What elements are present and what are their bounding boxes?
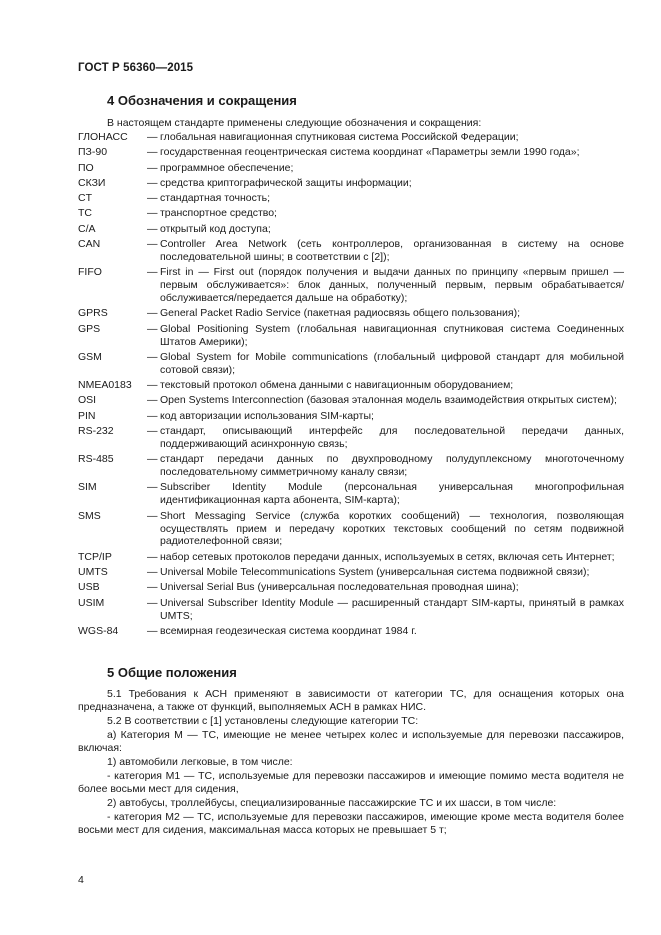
- abbreviation-definition: код авторизации использования SIM-карты;: [160, 409, 374, 422]
- section-5-title: 5 Общие положения: [107, 665, 237, 680]
- abbreviation-row: [78, 379, 624, 392]
- abbreviation-term: ТС: [78, 207, 92, 220]
- abbreviation-dash: —: [147, 176, 158, 189]
- abbreviation-row: [78, 162, 624, 175]
- abbreviation-definition: Universal Mobile Telecommunications System (универсальная система подвижной связи);: [160, 566, 590, 578]
- abbreviation-term: TCP/IP: [78, 550, 112, 563]
- abbreviation-term: CT: [78, 192, 92, 205]
- abbreviation-dash: —: [147, 509, 158, 522]
- paragraph: - категория М2 — ТС, используемые для перевозки пассажиров, имеющие кроме места водителя более восьми мест для сидения, максимальная масса которых не превышает 5 т;: [78, 810, 624, 836]
- abbreviation-term: GPS: [78, 322, 101, 335]
- abbreviation-term: GSM: [78, 350, 102, 363]
- abbreviation-term: NMEA0183: [78, 379, 132, 392]
- abbreviation-dash: —: [147, 453, 158, 466]
- abbreviation-row: [78, 425, 624, 451]
- abbreviation-term: ПЗ-90: [78, 146, 108, 159]
- abbreviation-dash: —: [147, 192, 158, 205]
- abbreviation-row: [78, 223, 624, 236]
- abbreviation-dash: —: [147, 161, 158, 174]
- abbreviation-term: WGS-84: [78, 624, 119, 637]
- abbreviation-dash: —: [147, 481, 158, 494]
- abbreviation-row: [78, 453, 624, 479]
- abbreviation-definition: стандарт, описывающий интерфейс для последовательной передачи данных, поддерживающий асинхронную связь;: [160, 424, 624, 450]
- abbreviation-row: [78, 410, 624, 423]
- abbreviation-dash: —: [147, 131, 158, 143]
- abbreviation-row: [78, 625, 624, 638]
- document-header: ГОСТ Р 56360—2015: [78, 62, 194, 74]
- paragraph: 5.2 В соответствии с [1] установлены следующие категории ТС:: [107, 714, 419, 727]
- abbreviation-dash: —: [147, 350, 158, 363]
- abbreviation-dash: —: [147, 222, 158, 235]
- abbreviation-row: [78, 566, 624, 579]
- abbreviation-definition: государственная геоцентрическая система координат «Параметры земли 1990 года»;: [160, 146, 580, 159]
- abbreviation-definition: программное обеспечение;: [160, 161, 294, 174]
- abbreviation-term: CAN: [78, 238, 101, 251]
- paragraph: 5.1 Требования к АСН применяют в зависимости от категории ТС, для оснащения которых она предназначена, а также от функций, выполняемых АСН в рамках НИС.: [78, 688, 624, 714]
- abbreviation-row: [78, 597, 624, 623]
- abbreviation-row: [78, 351, 624, 377]
- section-4-intro: В настоящем стандарте применены следующие обозначения и сокращения:: [107, 117, 482, 129]
- abbreviation-definition: открытый код доступа;: [160, 222, 271, 235]
- abbreviation-dash: —: [147, 581, 158, 594]
- abbreviation-definition: Short Messaging Service (служба коротких сообщений) — технология, позволяющая осуществлять прием и передачу коротких текстовых сообщений по сетям подвижной радиотелефонной связи;: [160, 509, 624, 548]
- abbreviation-row: [78, 266, 624, 305]
- abbreviation-definition: набор сетевых протоколов передачи данных, используемых в сетях, включая сеть Интернет;: [160, 550, 615, 563]
- abbreviation-term: ПО: [78, 161, 94, 174]
- abbreviation-definition: средства криптографической защиты информации;: [160, 176, 412, 189]
- abbreviation-term: СКЗИ: [78, 176, 106, 189]
- abbreviation-term: OSI: [78, 394, 97, 407]
- abbreviation-dash: —: [147, 409, 158, 422]
- abbreviation-row: [78, 131, 624, 144]
- abbreviation-definition: текстовый протокол обмена данными с навигационным оборудованием;: [160, 379, 514, 392]
- abbreviation-row: [78, 394, 624, 407]
- abbreviation-definition: General Packet Radio Service (пакетная радиосвязь общего пользования);: [160, 307, 521, 320]
- abbreviation-row: [78, 581, 624, 594]
- abbreviation-dash: —: [147, 379, 158, 392]
- abbreviation-dash: —: [147, 266, 158, 279]
- abbreviation-row: [78, 177, 624, 190]
- abbreviation-term: PIN: [78, 409, 96, 422]
- abbreviation-row: [78, 323, 624, 349]
- abbreviation-definition: Global System for Mobile communications (глобальный цифровой стандарт для мобильной сотовой связи);: [160, 350, 624, 376]
- abbreviation-definition: First in — First out (порядок получения и выдачи данных по принципу «первым пришел — первым обслуживается»: блок данных, полученный первым, первым обрабатывается/обслуживается/передается дальше на обработку);: [160, 266, 624, 305]
- paragraph: а) Категория М — ТС, имеющие не менее четырех колес и используемые для перевозки пассажиров, включая:: [78, 728, 624, 754]
- abbreviation-row: [78, 146, 624, 159]
- paragraph: - категория М1 — ТС, используемые для перевозки пассажиров и имеющие помимо места водителя не более восьми мест для сидения,: [78, 769, 624, 795]
- abbreviation-dash: —: [147, 566, 158, 578]
- abbreviation-definition: стандартная точность;: [160, 192, 271, 205]
- abbreviation-row: [78, 192, 624, 205]
- abbreviation-definition: Open Systems Interconnection (базовая эталонная модель взаимодействия открытых систем);: [160, 394, 617, 407]
- page-number: 4: [78, 874, 84, 886]
- abbreviation-row: [78, 551, 624, 564]
- abbreviation-dash: —: [147, 624, 158, 637]
- abbreviation-list: [78, 131, 624, 640]
- abbreviation-dash: —: [147, 207, 158, 220]
- abbreviation-definition: Universal Serial Bus (универсальная последовательная проводная шина);: [160, 581, 519, 594]
- abbreviation-term: RS-485: [78, 453, 114, 466]
- abbreviation-dash: —: [147, 424, 158, 437]
- abbreviation-row: [78, 238, 624, 264]
- abbreviation-dash: —: [147, 146, 158, 159]
- abbreviation-dash: —: [147, 238, 158, 251]
- abbreviation-dash: —: [147, 596, 158, 609]
- abbreviation-term: C/A: [78, 222, 96, 235]
- section-4-title: 4 Обозначения и сокращения: [107, 93, 297, 108]
- abbreviation-term: UMTS: [78, 566, 108, 578]
- abbreviation-dash: —: [147, 394, 158, 407]
- abbreviation-definition: всемирная геодезическая система координат 1984 г.: [160, 624, 417, 637]
- abbreviation-definition: глобальная навигационная спутниковая система Российской Федерации;: [160, 131, 519, 143]
- abbreviation-dash: —: [147, 550, 158, 563]
- abbreviation-dash: —: [147, 322, 158, 335]
- abbreviation-definition: Global Positioning System (глобальная навигационная спутниковая система Соединенных Штатов Америки);: [160, 322, 624, 348]
- abbreviation-definition: стандарт передачи данных по двухпроводному полудуплексному многоточечному последовательному симметричному каналу связи;: [160, 453, 624, 479]
- abbreviation-definition: Controller Area Network (сеть контроллеров, организованная в систему на основе последовательной шины; в соответствии с [2]);: [160, 238, 624, 263]
- abbreviation-definition: Universal Subscriber Identity Module — расширенный стандарт SIM-карты, принятый в рамках UMTS;: [160, 596, 624, 622]
- abbreviation-term: FIFO: [78, 266, 102, 279]
- abbreviation-term: USIM: [78, 596, 105, 609]
- abbreviation-definition: транспортное средство;: [160, 207, 277, 220]
- abbreviation-row: [78, 307, 624, 320]
- abbreviation-term: ГЛОНАСС: [78, 131, 128, 143]
- abbreviation-term: SIM: [78, 481, 97, 494]
- abbreviation-definition: Subscriber Identity Module (персональная универсальная многопрофильная идентификационная карта абонента, SIM-карта);: [160, 481, 624, 507]
- abbreviation-row: [78, 207, 624, 220]
- abbreviation-term: RS-232: [78, 424, 114, 437]
- abbreviation-row: [78, 481, 624, 507]
- section-5-body: [78, 688, 624, 838]
- abbreviation-term: GPRS: [78, 307, 108, 320]
- abbreviation-row: [78, 510, 624, 549]
- abbreviation-term: USB: [78, 581, 100, 594]
- abbreviation-dash: —: [147, 307, 158, 320]
- abbreviation-term: SMS: [78, 509, 101, 522]
- paragraph: 2) автобусы, троллейбусы, специализированные пассажирские ТС и их шасси, в том числе:: [107, 796, 557, 809]
- paragraph: 1) автомобили легковые, в том числе:: [107, 755, 293, 768]
